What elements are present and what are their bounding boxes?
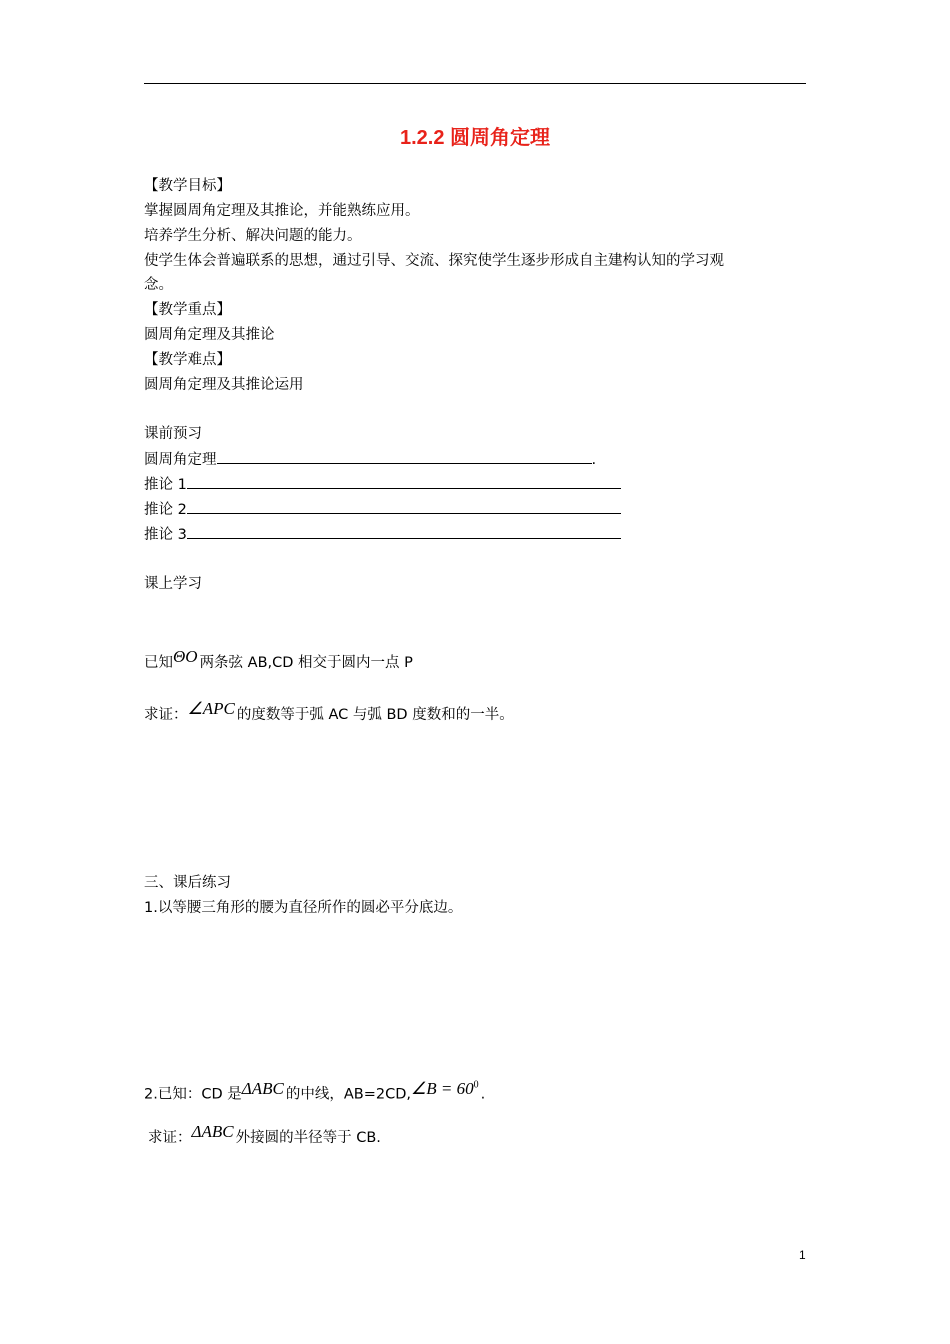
- given-text: 两条弦 AB,CD 相交于圆内一点 P: [199, 655, 413, 671]
- difficulty-text: 圆周角定理及其推论运用: [144, 377, 304, 393]
- corollary-label: 推论 3: [144, 527, 187, 543]
- circle-o-symbol: ΘO: [173, 647, 198, 666]
- difficulty-heading: 【教学难点】: [144, 352, 231, 368]
- angle-b-equation: ∠B = $60^0$: [410, 1078, 479, 1098]
- practice-heading: 三、课后练习: [144, 875, 231, 891]
- preview-heading: 课前预习: [144, 426, 202, 442]
- objective-item-3: 使学生体会普遍联系的思想，通过引导、交流、探究使学生逐步形成自主建构认知的学习观: [144, 253, 724, 269]
- theorem-label: 圆周角定理: [144, 452, 217, 468]
- inclass-prove: [144, 699, 514, 725]
- objective-item-2: 培养学生分析、解决问题的能力。: [144, 228, 362, 244]
- preview-corollary-3: [144, 524, 621, 545]
- triangle-abc-symbol: ΔABC: [191, 1122, 234, 1141]
- q2-end: .: [480, 1086, 486, 1103]
- q2-prove-prefix: 求证：: [148, 1130, 192, 1146]
- given-prefix: 已知: [144, 655, 173, 671]
- objectives-heading: 【教学目标】: [144, 178, 231, 194]
- q2-prove-text: 外接圆的半径等于 CB.: [235, 1130, 381, 1146]
- prove-prefix: 求证：: [144, 707, 188, 723]
- keypoint-heading: 【教学重点】: [144, 302, 231, 318]
- preview-corollary-1: [144, 474, 621, 495]
- page-number: 1: [799, 1248, 806, 1262]
- practice-question-2: [144, 1080, 485, 1105]
- theorem-blank[interactable]: [217, 449, 592, 464]
- objective-item-3-continued: 念。: [144, 277, 173, 293]
- corollary-blank[interactable]: [187, 524, 621, 539]
- theorem-end: .: [591, 452, 597, 468]
- preview-theorem-line: [144, 449, 596, 470]
- corollary-blank[interactable]: [187, 474, 621, 489]
- objective-item-1: 掌握圆周角定理及其推论，并能熟练应用。: [144, 203, 420, 219]
- prove-text: 的度数等于弧 AC 与弧 BD 度数和的一半。: [236, 707, 514, 723]
- keypoint-text: 圆周角定理及其推论: [144, 327, 275, 343]
- header-rule: [144, 83, 806, 84]
- inclass-heading: 课上学习: [144, 576, 202, 592]
- practice-question-1: 1.以等腰三角形的腰为直径所作的圆必平分底边。: [144, 900, 463, 916]
- q2-mid: 的中线，AB=2CD,: [285, 1086, 411, 1103]
- angle-apc-symbol: ∠APC: [187, 699, 235, 718]
- corollary-blank[interactable]: [187, 499, 621, 514]
- practice-question-2-prove: [148, 1122, 381, 1148]
- preview-corollary-2: [144, 499, 621, 520]
- page-title: 1.2.2 圆周角定理: [399, 127, 551, 149]
- q2-prefix: 2.已知：CD 是: [144, 1086, 242, 1103]
- inclass-given: [144, 647, 413, 673]
- triangle-abc-symbol: ΔABC: [241, 1078, 284, 1098]
- corollary-label: 推论 2: [144, 502, 187, 518]
- corollary-label: 推论 1: [144, 477, 187, 493]
